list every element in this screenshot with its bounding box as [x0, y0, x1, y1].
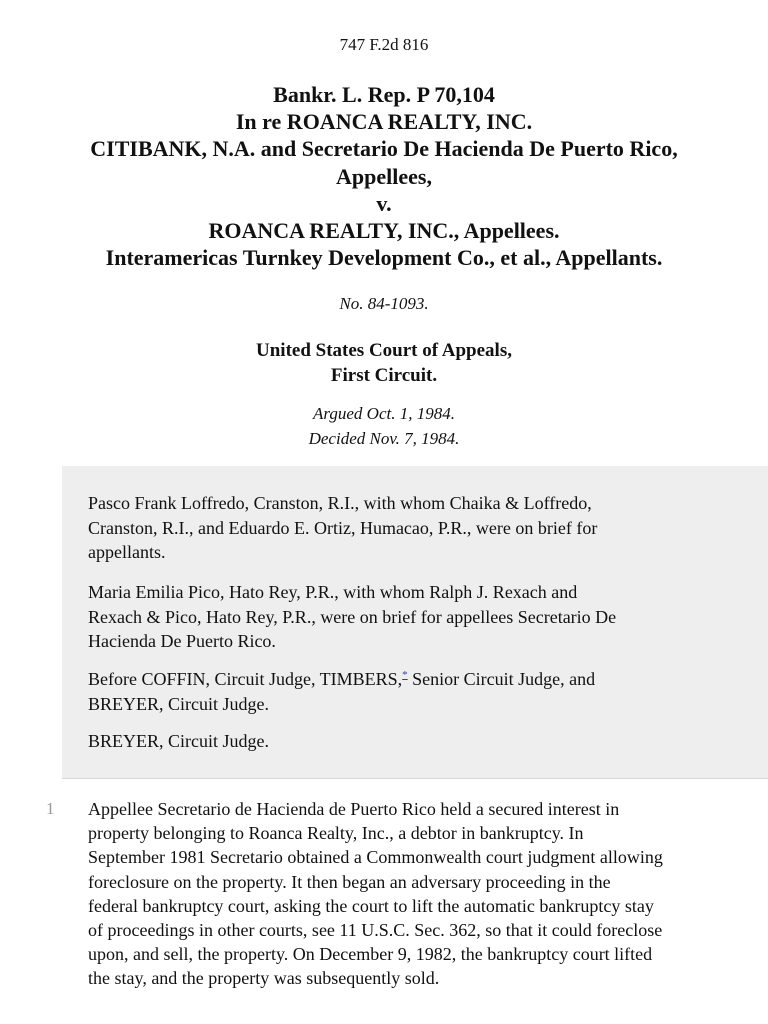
counsel-appellants: [88, 491, 597, 565]
argued-date: Argued Oct. 1, 1984.: [313, 404, 455, 423]
text-line: [88, 663, 595, 692]
caption-line: Interamericas Turnkey Development Co., et al., Appellants.: [105, 245, 663, 271]
text-line: upon, and sell, the property. On December 9, 1982, the bankruptcy court lifted: [88, 944, 653, 965]
counsel-panel-box: [62, 466, 768, 779]
caption-line: Appellees,: [336, 163, 432, 189]
caption-line: In re ROANCA REALTY, INC.: [235, 109, 533, 135]
court-line: First Circuit.: [330, 365, 438, 386]
court-name: [0, 338, 768, 388]
text-line: of proceedings in other courts, see 11 U.S.C. Sec. 362, so that it could foreclose: [88, 920, 663, 941]
text-line: Maria Emilia Pico, Hato Rey, P.R., with whom Ralph J. Rexach and: [88, 582, 578, 602]
reporter-citation: 747 F.2d 816: [339, 35, 429, 54]
caption-line: CITIBANK, N.A. and Secretario De Hacienda De Puerto Rico,: [90, 136, 678, 162]
court-line: United States Court of Appeals,: [256, 340, 512, 361]
decided-date: Decided Nov. 7, 1984.: [308, 429, 460, 448]
case-dates: [0, 401, 768, 451]
text-line: Cranston, R.I., and Eduardo E. Ortiz, Humacao, P.R., were on brief for: [88, 517, 598, 538]
panel-text: Senior Circuit Judge, and: [407, 669, 596, 689]
caption-line: v.: [376, 190, 392, 216]
text-line: Appellee Secretario de Hacienda de Puerto Rico held a secured interest in: [88, 799, 620, 819]
counsel-appellees: [88, 580, 616, 654]
text-line: September 1981 Secretario obtained a Commonwealth court judgment allowing: [88, 847, 663, 868]
footnote-link[interactable]: *: [402, 669, 408, 681]
panel-text: Before COFFIN, Circuit Judge, TIMBERS,: [88, 669, 403, 689]
text-line: federal bankruptcy court, asking the court to lift the automatic bankruptcy stay: [88, 895, 654, 916]
text-line: the stay, and the property was subsequently sold.: [88, 968, 440, 989]
caption-line: ROANCA REALTY, INC., Appellees.: [208, 218, 560, 244]
opinion-paragraph: [88, 797, 663, 991]
text-line: appellants.: [88, 542, 166, 562]
text-line: BREYER, Circuit Judge.: [88, 693, 269, 714]
docket-number: No. 84-1093.: [339, 294, 429, 313]
panel-judges: [88, 663, 595, 716]
caption-line: Bankr. L. Rep. P 70,104: [273, 82, 495, 107]
case-caption: [0, 81, 768, 271]
text-line: foreclosure on the property. It then began an adversary proceeding in the: [88, 871, 611, 892]
text-line: property belonging to Roanca Realty, Inc., a debtor in bankruptcy. In: [88, 823, 584, 844]
text-line: Hacienda De Puerto Rico.: [88, 631, 276, 651]
paragraph-number: 1: [46, 799, 55, 818]
opinion-author: BREYER, Circuit Judge.: [88, 731, 269, 751]
text-line: Rexach & Pico, Hato Rey, P.R., were on brief for appellees Secretario De: [88, 606, 617, 627]
text-line: Pasco Frank Loffredo, Cranston, R.I., with whom Chaika & Loffredo,: [88, 493, 592, 513]
